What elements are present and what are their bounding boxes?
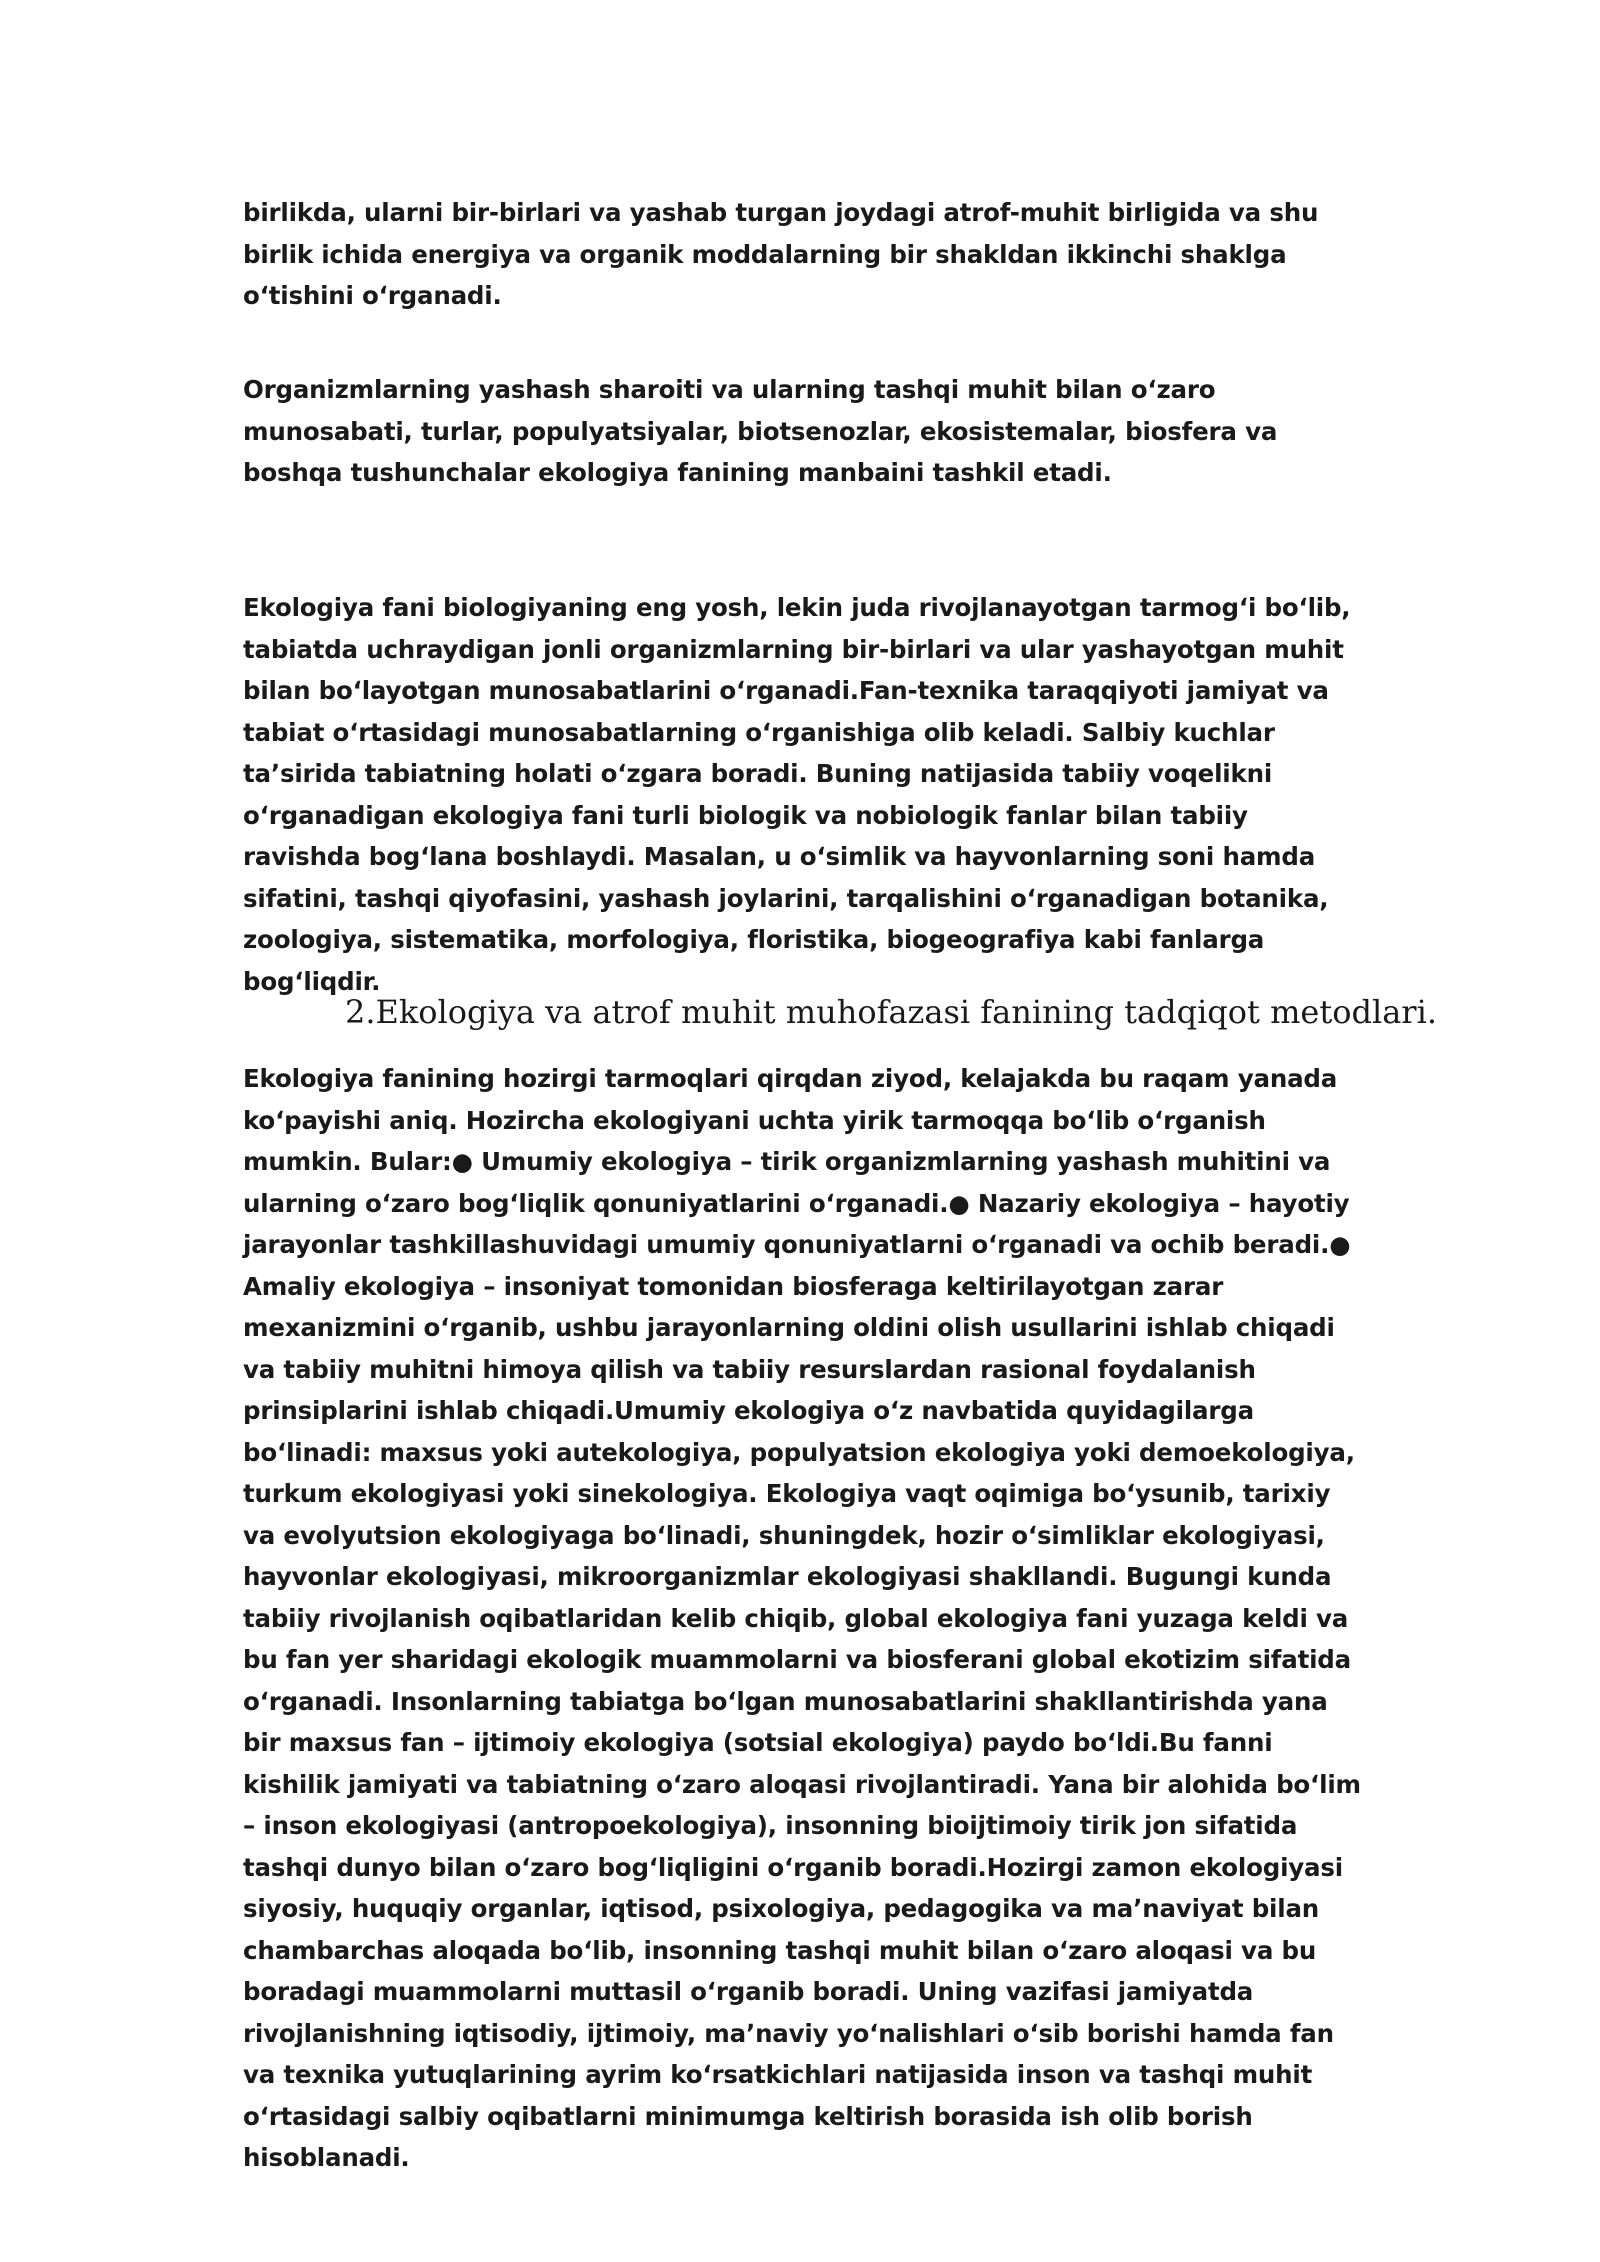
paragraph-ecology-science: Ekologiya fani biologiyaning eng yosh, lekin juda rivojlanayotgan tarmogʻi boʻlib, tabiatda uchraydigan jonli organizmlarning bir-birlari va ular yashayotgan muhit bilan boʻlayotgan munosabatlarini oʻrganadi.Fan-texnika taraqqiyoti jamiyat va tabiat oʻrtasidagi munosabatlarning oʻrganishiga olib keladi. Salbiy kuchlar taʼsirida tabiatning holati oʻzgara boradi. Buning natijasida tabiiy voqelikni oʻrganadigan ekologiya fani turli biologik va nobiologik fanlar bilan tabiiy ravishda bogʻlana boshlaydi. Masalan, u oʻsimlik va hayvonlarning soni hamda sifatini, tashqi qiyofasini, yashash joylarini, tarqalishini oʻrganadigan botanika, zoologiya, sistematika, morfologiya, floristika, biogeografiya kabi fanlarga bogʻliqdir. bbox=[243, 593, 1351, 996]
paragraph-continuation: birlikda, ularni bir-birlari va yashab turgan joydagi atrof-muhit birligida va shu birlik ichida energiya va organik moddalarning bir shakldan ikkinchi shaklga oʻtishini oʻrganadi. bbox=[243, 198, 1319, 310]
paragraph-ecology-branches: Ekologiya fanining hozirgi tarmoqlari qirqdan ziyod, kelajakda bu raqam yanada koʻpayishi aniq. Hozircha ekologiyani uchta yirik tarmoqqa boʻlib oʻrganish mumkin. Bular:● Umumiy ekologiya – tirik organizmlarning yashash muhitini va ularning oʻzaro bogʻliqlik qonuniyatlarini oʻrganadi.● Nazariy ekologiya – hayotiy jarayonlar tashkillashuvidagi umumiy qonuniyatlarni oʻrganadi va ochib beradi.● Amaliy ekologiya – insoniyat tomonidan biosferaga keltirilayotgan zarar mexanizmini oʻrganib, ushbu jarayonlarning oldini olish usullarini ishlab chiqadi va tabiiy muhitni himoya qilish va tabiiy resurslardan rasional foydalanish prinsiplarini ishlab chiqadi.Umumiy ekologiya oʻz navbatida quyidagilarga boʻlinadi: maxsus yoki autekologiya, populyatsion ekologiya yoki demoekologiya, turkum ekologiyasi yoki sinekologiya. Ekologiya vaqt oqimiga boʻysunib, tarixiy va evolyutsion ekologiyaga boʻlinadi, shuningdek, hozir oʻsimliklar ekologiyasi, hayvonlar ekologiyasi, mikroorganizmlar ekologiyasi shakllandi. Bugungi kunda tabiiy rivojlanish oqibatlaridan kelib chiqib, global ekologiya fani yuzaga keldi va bu fan yer sharidagi ekologik muammolarni va biosferani global ekotizim sifatida oʻrganadi. Insonlarning tabiatga boʻlgan munosabatlarini shakllantirishda yana bir maxsus fan – ijtimoiy ekologiya (sotsial ekologiya) paydo boʻldi.Bu fanni kishilik jamiyati va tabiatning oʻzaro aloqasi rivojlantiradi. Yana bir alohida boʻlim – inson ekologiyasi (antropoekologiya), insonning bioijtimoiy tirik jon sifatida tashqi dunyo bilan oʻzaro bogʻliqligini oʻrganib boradi.Hozirgi zamon ekologiyasi siyosiy, huquqiy organlar, iqtisod, psixologiya, pedagogika va maʼnaviyat bilan chambarchas aloqada boʻlib, insonning tashqi muhit bilan oʻzaro aloqasi va bu boradagi muammolarni muttasil oʻrganib boradi. Uning vazifasi jamiyatda rivojlanishning iqtisodiy, ijtimoiy, maʼnaviy yoʻnalishlari oʻsib borishi hamda fan va texnika yutuqlarining ayrim koʻrsatkichlari natijasida inson va tashqi muhit oʻrtasidagi salbiy oqibatlarni minimumga keltirish borasida ish olib borish hisoblanadi. bbox=[243, 1064, 1361, 2172]
section-heading: 2.Ekologiya va atrof muhit muhofazasi fanining tadqiqot metodlari. bbox=[345, 993, 1437, 1031]
paragraph-organisms: Organizmlarning yashash sharoiti va ularning tashqi muhit bilan oʻzaro munosabati, turlar, populyatsiyalar, biotsenozlar, ekosistemalar, biosfera va boshqa tushunchalar ekologiya fanining manbaini tashkil etadi. bbox=[243, 375, 1278, 487]
